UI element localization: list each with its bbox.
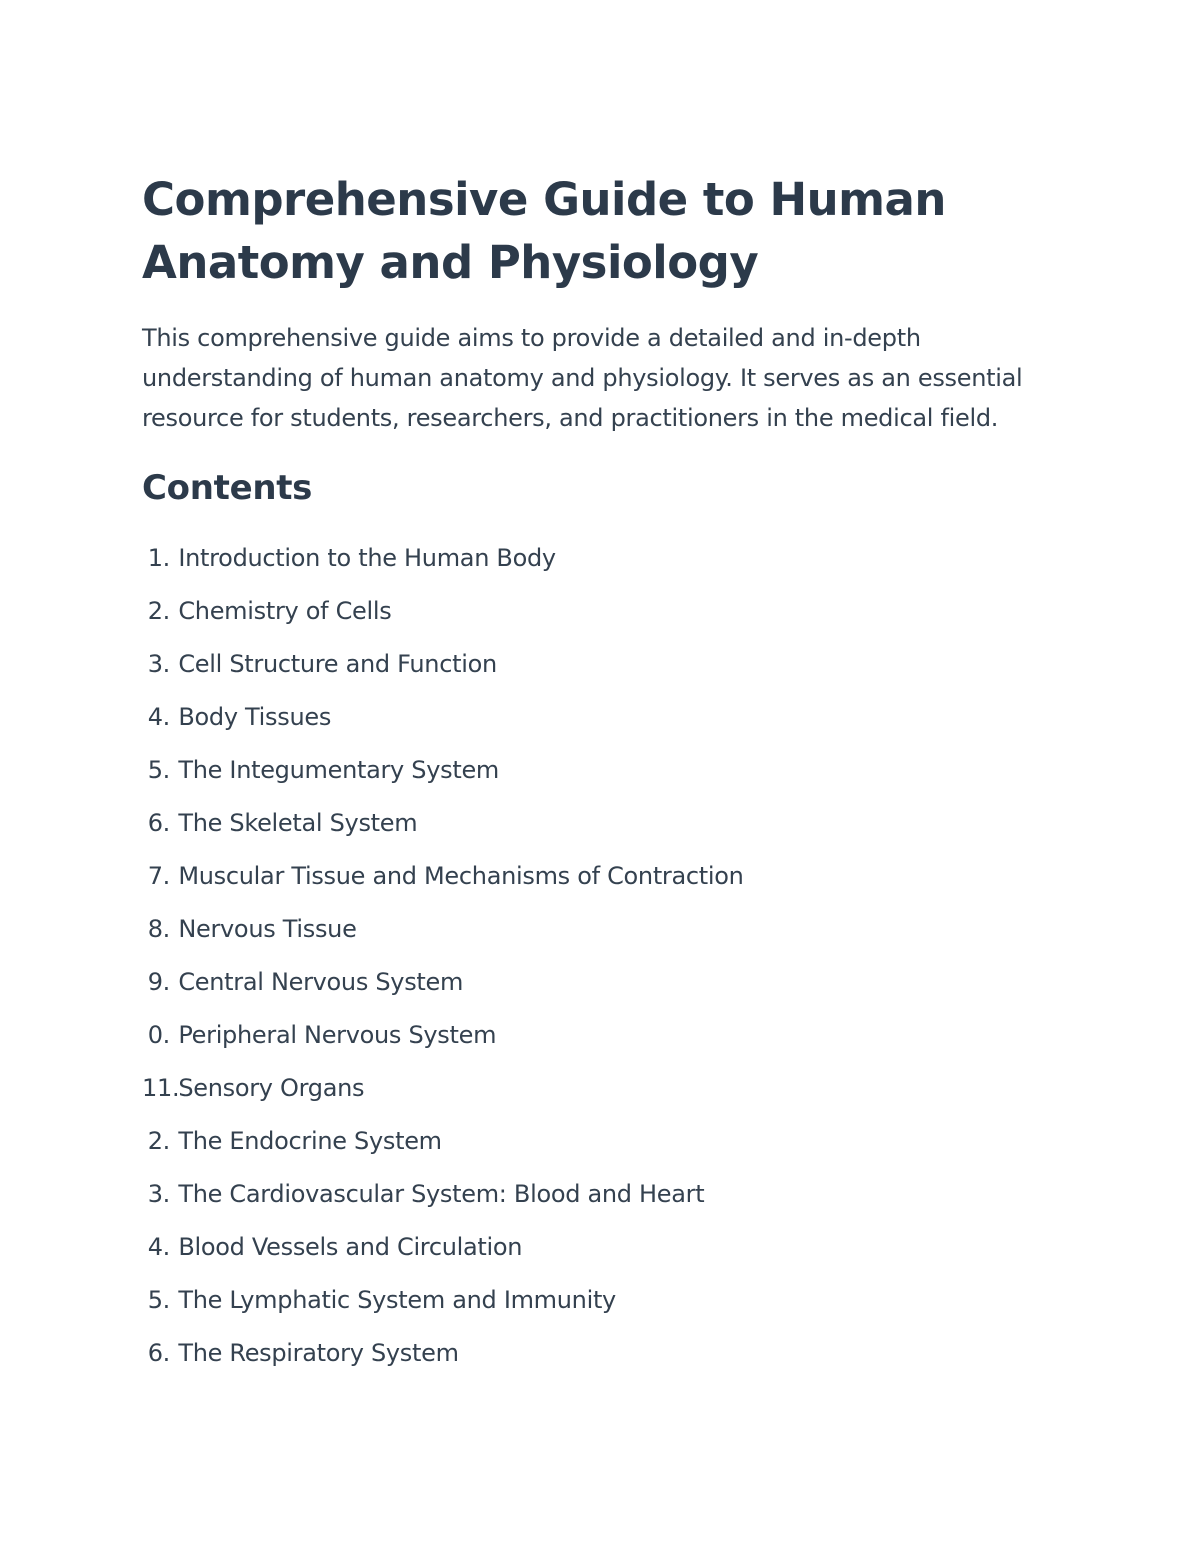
toc-label: Central Nervous System: [178, 968, 464, 996]
toc-item[interactable]: [142, 850, 1062, 903]
toc-number: 0.: [147, 1021, 170, 1049]
toc-number: 3.: [147, 1180, 170, 1208]
toc-item[interactable]: [142, 1274, 1062, 1327]
toc-number: 3.: [147, 650, 170, 678]
toc-label: The Endocrine System: [178, 1127, 442, 1155]
toc-number: 7.: [147, 862, 170, 890]
toc-number: 4.: [147, 703, 170, 731]
toc-item[interactable]: [142, 1221, 1062, 1274]
toc-item[interactable]: [142, 956, 1062, 1009]
toc-label: Blood Vessels and Circulation: [178, 1233, 523, 1261]
toc-number: 6.: [147, 1339, 170, 1367]
toc-number: 2.: [147, 597, 170, 625]
toc-label: Nervous Tissue: [178, 915, 357, 943]
toc-item[interactable]: [142, 744, 1062, 797]
toc-label: Muscular Tissue and Mechanisms of Contraction: [178, 862, 744, 890]
toc-item[interactable]: [142, 1168, 1062, 1221]
toc-item[interactable]: [142, 1062, 1062, 1115]
toc-label: Introduction to the Human Body: [178, 544, 556, 572]
toc-item[interactable]: [142, 1327, 1062, 1380]
toc-label: Sensory Organs: [178, 1074, 365, 1102]
toc-label: The Integumentary System: [178, 756, 499, 784]
toc-item[interactable]: [142, 903, 1062, 956]
toc-number: 1.: [147, 544, 170, 572]
toc-label: The Cardiovascular System: Blood and Heart: [178, 1180, 705, 1208]
toc-label: Chemistry of Cells: [178, 597, 392, 625]
toc-item[interactable]: [142, 1009, 1062, 1062]
document-title: Comprehensive Guide to Human Anatomy and Physiology: [142, 173, 946, 289]
toc-number: 5.: [147, 1286, 170, 1314]
toc-label: The Skeletal System: [178, 809, 418, 837]
toc-item[interactable]: [142, 797, 1062, 850]
toc-number: 9.: [147, 968, 170, 996]
toc-number: 11.: [142, 1074, 180, 1102]
toc-number: 5.: [147, 756, 170, 784]
document-page: [142, 168, 1062, 1380]
toc-item[interactable]: [142, 1115, 1062, 1168]
toc-item[interactable]: [142, 691, 1062, 744]
toc-number: 2.: [147, 1127, 170, 1155]
toc-number: 8.: [147, 915, 170, 943]
table-of-contents: [142, 532, 1062, 1380]
toc-item[interactable]: [142, 532, 1062, 585]
toc-label: Peripheral Nervous System: [178, 1021, 497, 1049]
toc-label: The Lymphatic System and Immunity: [178, 1286, 616, 1314]
toc-number: 4.: [147, 1233, 170, 1261]
intro-paragraph: This comprehensive guide aims to provide a detailed and in-depth understanding of human anatomy and physiology. It serves as an essential resource for students, researchers, and practitioners in the medical field.: [142, 324, 1023, 432]
toc-item[interactable]: [142, 638, 1062, 691]
toc-label: The Respiratory System: [178, 1339, 459, 1367]
toc-label: Body Tissues: [178, 703, 332, 731]
toc-label: Cell Structure and Function: [178, 650, 497, 678]
toc-item[interactable]: [142, 585, 1062, 638]
toc-number: 6.: [147, 809, 170, 837]
contents-heading: Contents: [142, 468, 313, 508]
